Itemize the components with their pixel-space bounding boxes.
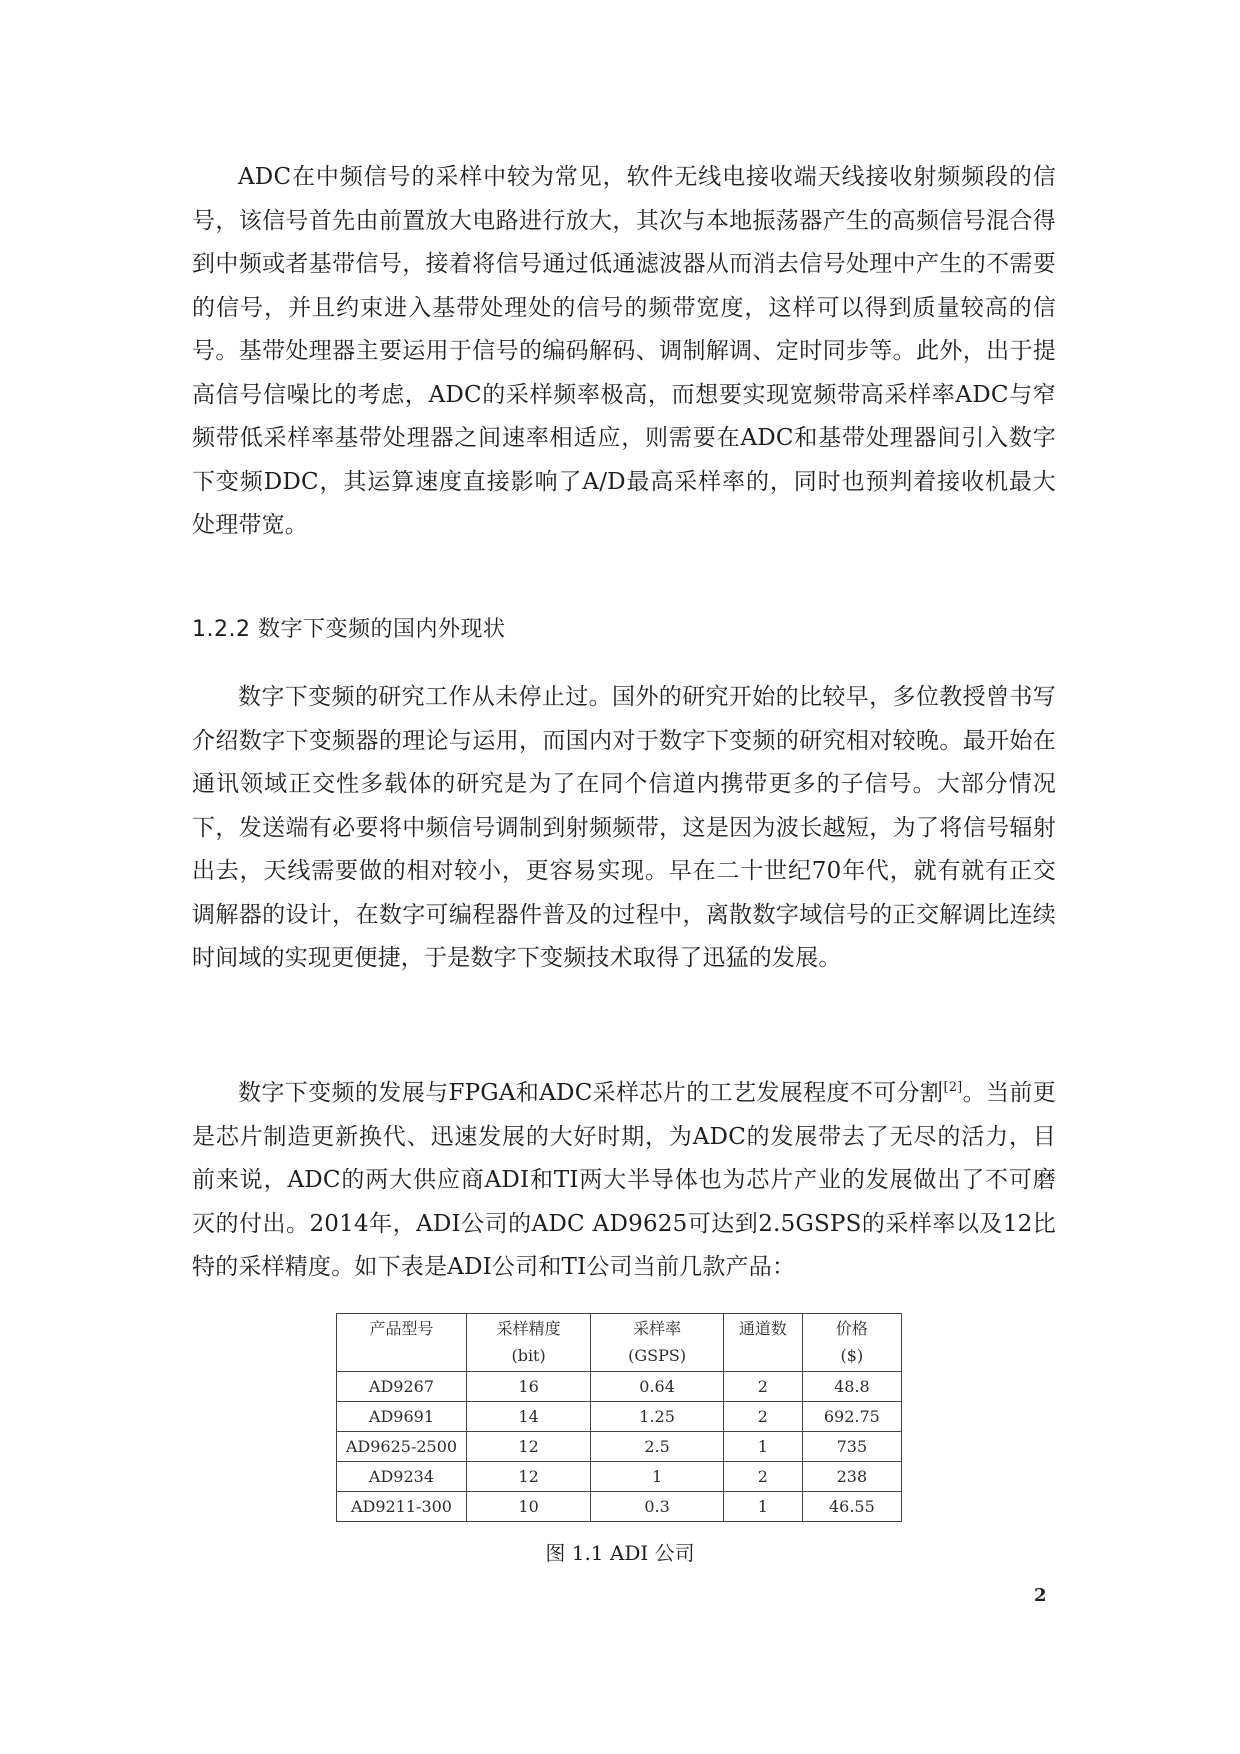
cell-sample-rate: 2.5 <box>591 1432 724 1462</box>
cell-sample-rate: 0.3 <box>591 1492 724 1522</box>
cell-sample-rate: 1 <box>591 1462 724 1492</box>
table-row <box>337 1402 902 1432</box>
page-number: 2 <box>1034 1585 1047 1606</box>
cell-model: AD9625-2500 <box>337 1432 467 1462</box>
header-sample-rate: 采样率 (GSPS) <box>591 1314 724 1372</box>
cell-resolution: 10 <box>466 1492 590 1522</box>
paragraph-text-part: 数字下变频的发展与FPGA和ADC采样芯片的工艺发展程度不可分割 <box>238 1080 944 1106</box>
header-model: 产品型号 <box>337 1314 467 1372</box>
cell-price: 735 <box>802 1432 901 1462</box>
paragraph-text: 数字下变频的研究工作从未停止过。国外的研究开始的比较早，多位教授曾书写介绍数字下变频器的理论与运用，而国内对于数字下变频的研究相对较晚。最开始在通讯领域正交性多载体的研究是为了在同个信道内携带更多的子信号。大部分情况下，发送端有必要将中频信号调制到射频频带，这是因为波长越短，为了将信号辐射出去，天线需要做的相对较小，更容易实现。早在二十世纪70年代，就有就有正交调解器的设计，在数字可编程器件普及的过程中，离散数字域信号的正交解调比连续时间域的实现更便捷，于是数字下变频技术取得了迅猛的发展。 <box>192 684 1056 971</box>
cell-price: 692.75 <box>802 1402 901 1432</box>
paragraph-ddc-development <box>192 1066 1056 1290</box>
citation-reference[interactable]: [2] <box>943 1080 963 1095</box>
header-channels: 通道数 <box>723 1314 802 1372</box>
table-row <box>337 1492 902 1522</box>
cell-channels: 2 <box>723 1462 802 1492</box>
cell-price: 46.55 <box>802 1492 901 1522</box>
table-row <box>337 1462 902 1492</box>
paragraph-text <box>192 1066 1056 1290</box>
header-price: 价格 ($) <box>802 1314 901 1372</box>
cell-model: AD9267 <box>337 1372 467 1402</box>
cell-resolution: 12 <box>466 1432 590 1462</box>
cell-resolution: 12 <box>466 1462 590 1492</box>
figure-caption: 图 1.1 ADI 公司 <box>545 1541 695 1565</box>
table-row <box>337 1432 902 1462</box>
cell-channels: 1 <box>723 1492 802 1522</box>
cell-sample-rate: 1.25 <box>591 1402 724 1432</box>
cell-model: AD9691 <box>337 1402 467 1432</box>
paragraph-ddc-research <box>192 676 1056 981</box>
cell-resolution: 16 <box>466 1372 590 1402</box>
cell-channels: 2 <box>723 1402 802 1432</box>
table-header-row <box>337 1314 902 1372</box>
paragraph-text-part: 。当前更是芯片制造更新换代、迅速发展的大好时期，为ADC的发展带去了无尽的活力，目前来说，ADC的两大供应商ADI和TI两大半导体也为芯片产业的发展做出了不可磨灭的付出。2014年，ADI公司的ADC AD9625可达到2.5GSPS的采样率以及12比特的采样精度。如下表是ADI公司和TI公司当前几款产品： <box>192 1080 1056 1280</box>
paragraph-text: ADC在中频信号的采样中较为常见，软件无线电接收端天线接收射频频段的信号，该信号首先由前置放大电路进行放大，其次与本地振荡器产生的高频信号混合得到中频或者基带信号，接着将信号通过低通滤波器从而消去信号处理中产生的不需要的信号，并且约束进入基带处理处的信号的频带宽度，这样可以得到质量较高的信号。基带处理器主要运用于信号的编码解码、调制解调、定时同步等。此外，出于提高信号信噪比的考虑，ADC的采样频率极高，而想要实现宽频带高采样率ADC与窄频带低采样率基带处理器之间速率相适应，则需要在ADC和基带处理器间引入数字下变频DDC，其运算速度直接影响了A/D最高采样率的，同时也预判着接收机最大处理带宽。 <box>192 164 1056 538</box>
cell-price: 238 <box>802 1462 901 1492</box>
cell-price: 48.8 <box>802 1372 901 1402</box>
table-row <box>337 1372 902 1402</box>
cell-sample-rate: 0.64 <box>591 1372 724 1402</box>
adc-product-table <box>336 1313 902 1522</box>
cell-resolution: 14 <box>466 1402 590 1432</box>
paragraph-adc-intro <box>192 156 1056 548</box>
header-resolution: 采样精度 (bit) <box>466 1314 590 1372</box>
cell-model: AD9211-300 <box>337 1492 467 1522</box>
cell-channels: 1 <box>723 1432 802 1462</box>
section-heading: 1.2.2 数字下变频的国内外现状 <box>192 617 506 642</box>
cell-model: AD9234 <box>337 1462 467 1492</box>
cell-channels: 2 <box>723 1372 802 1402</box>
